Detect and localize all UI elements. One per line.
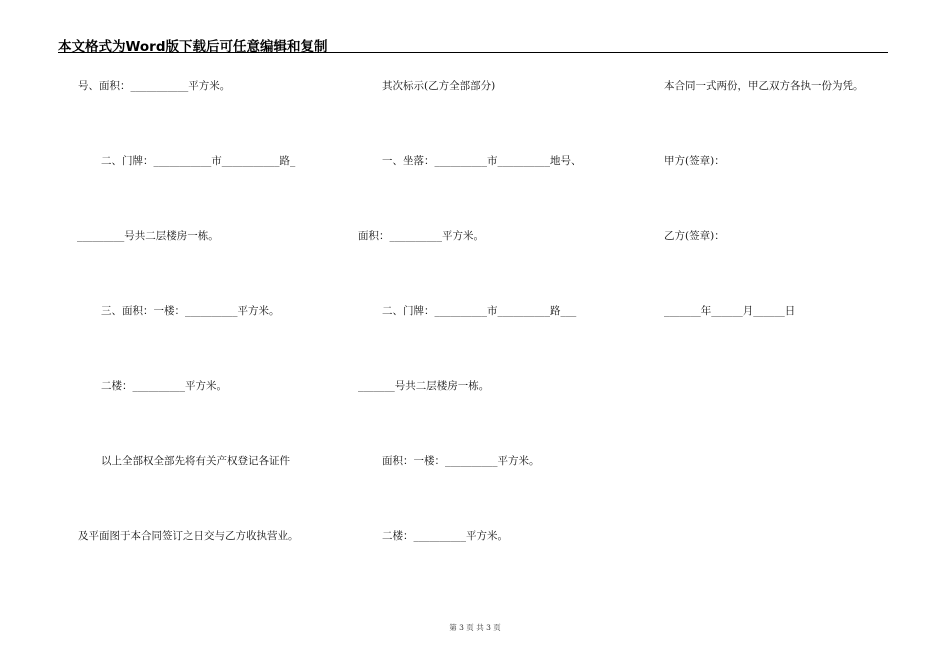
col1-line-5: 二楼：__________平方米。 <box>101 380 227 392</box>
col2-line-1: 其次标示(乙方全部部分) <box>382 80 496 92</box>
col1-line-6: 以上全部权全部先将有关产权登记各证件 <box>101 455 290 467</box>
page-footer-number: 第 3 页 共 3 页 <box>449 623 501 632</box>
col2-line-4: 二、门牌：__________市__________路___ <box>382 305 577 317</box>
col1-line-7: 及平面图于本合同签订之日交与乙方收执营业。 <box>78 530 299 542</box>
col2-line-5: _______号共二层楼房一栋。 <box>358 380 490 392</box>
col2-line-7: 二楼：__________平方米。 <box>382 530 508 542</box>
col1-line-4: 三、面积：一楼：__________平方米。 <box>101 305 280 317</box>
col3-line-4: _______年______月______日 <box>664 305 796 317</box>
header-divider <box>58 52 888 53</box>
col1-line-2: 二、门牌：___________市___________路_ <box>101 155 296 167</box>
col2-line-3: 面积：__________平方米。 <box>358 230 484 242</box>
col2-line-6: 面积：一楼：__________平方米。 <box>382 455 540 467</box>
col3-line-3: 乙方(签章)： <box>664 230 725 242</box>
col3-line-2: 甲方(签章)： <box>664 155 725 167</box>
col3-line-1: 本合同一式两份，甲乙双方各执一份为凭。 <box>664 80 864 92</box>
document-header-title: 本文格式为Word版下载后可任意编辑和复制 <box>58 39 328 55</box>
col1-line-1: 号、面积：___________平方米。 <box>78 80 231 92</box>
col2-line-2: 一、坐落：__________市__________地号、 <box>382 155 582 167</box>
col1-line-3: _________号共二层楼房一栋。 <box>77 230 219 242</box>
